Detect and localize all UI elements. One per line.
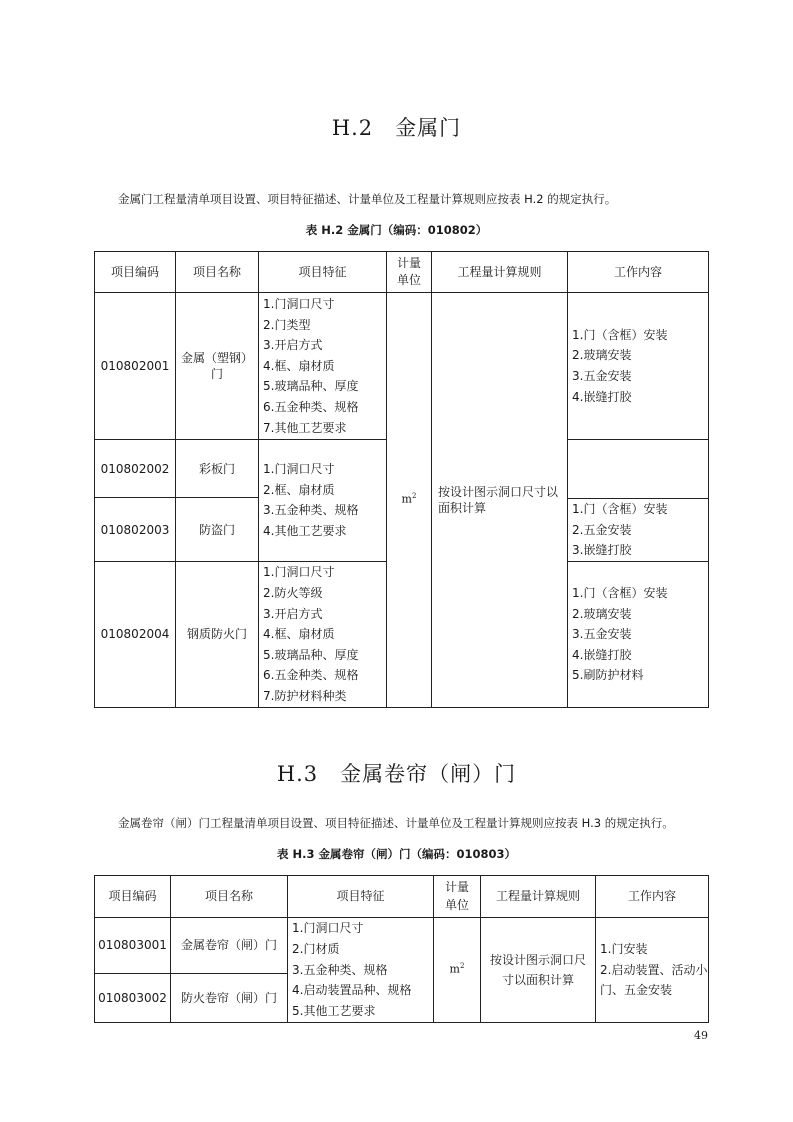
section-heading-h2: H.2 金属门	[331, 116, 462, 140]
feature-item: 7.其他工艺要求	[263, 420, 347, 435]
code-cell: 010803001	[95, 918, 171, 974]
header-cell: 计量单位	[387, 252, 432, 293]
feature-item: 3.开启方式	[263, 338, 323, 353]
feature-item: 4.框、扇材质	[263, 627, 335, 642]
work-item: 2.五金安装	[572, 522, 632, 537]
feature-item: 6.五金种类、规格	[263, 668, 359, 683]
code-cell: 010803002	[95, 973, 171, 1022]
code-cell: 010802003	[95, 498, 176, 561]
rule-cell: 按设计图示洞口尺寸以面积计算	[432, 293, 568, 708]
code-cell: 010802002	[95, 440, 176, 498]
feature-item: 1.门洞口尺寸	[292, 921, 364, 935]
header-cell: 项目特征	[288, 876, 434, 918]
unit-text: m	[401, 492, 412, 506]
work-item: 3.嵌缝打胶	[572, 543, 632, 558]
table-row	[95, 918, 709, 974]
header-cell: 工程量计算规则	[432, 252, 568, 293]
feature-item: 5.玻璃品种、厚度	[263, 647, 359, 662]
work-item: 3.五金安装	[572, 369, 632, 384]
name-cell: 彩板门	[176, 440, 259, 498]
features-cell	[259, 440, 387, 562]
header-cell: 工作内容	[568, 252, 709, 293]
table-header-row	[95, 876, 709, 918]
page-number: 49	[694, 1029, 708, 1042]
name-cell: 金属卷帘（闸）门	[171, 918, 288, 974]
work-item: 2.玻璃安装	[572, 348, 632, 363]
header-cell: 工程量计算规则	[481, 876, 596, 918]
feature-item: 2.框、扇材质	[263, 482, 335, 497]
feature-item: 2.门类型	[263, 317, 311, 332]
intro-text-h2: 金属门工程量清单项目设置、项目特征描述、计量单位及工程量计算规则应按表 H.2 的规定执行。	[118, 192, 617, 206]
header-cell: 工作内容	[596, 876, 709, 918]
work-cell	[568, 561, 709, 707]
feature-item: 6.五金种类、规格	[263, 399, 359, 414]
work-item: 3.五金安装	[572, 627, 632, 642]
work-cell	[568, 440, 709, 562]
work-item: 4.嵌缝打胶	[572, 647, 632, 662]
table-header-row	[95, 252, 709, 293]
work-cell	[568, 293, 709, 440]
feature-item: 4.其他工艺要求	[263, 524, 347, 539]
work-item: 4.嵌缝打胶	[572, 389, 632, 404]
name-cell: 金属（塑钢）门	[176, 293, 259, 440]
name-cell: 防盗门	[176, 498, 259, 561]
unit-superscript: 2	[459, 962, 465, 971]
work-item: 1.门安装	[600, 941, 648, 956]
feature-item: 3.五金种类、规格	[292, 962, 388, 977]
table-caption-h3: 表 H.3 金属卷帘（闸）门（编码：010803）	[276, 847, 516, 861]
intro-text-h3: 金属卷帘（闸）门工程量清单项目设置、项目特征描述、计量单位及工程量计算规则应按表 H.3 的规定执行。	[118, 816, 674, 830]
features-cell	[288, 918, 434, 1023]
table-h2	[94, 251, 709, 708]
work-item: 1.门（含框）安装	[572, 502, 668, 517]
feature-item: 2.门材质	[292, 941, 340, 956]
unit-superscript: 2	[411, 492, 417, 501]
table-row	[95, 293, 709, 440]
feature-item: 1.门洞口尺寸	[263, 462, 335, 477]
work-item: 2.启动装置、活动小门、五金安装	[600, 962, 708, 998]
work-item: 5.刷防护材料	[572, 668, 644, 683]
feature-item: 7.防护材料种类	[263, 688, 347, 703]
header-cell: 项目编码	[95, 876, 171, 918]
section-heading-h3: H.3 金属卷帘（闸）门	[276, 762, 517, 786]
work-item: 1.门（含框）安装	[572, 327, 668, 342]
features-cell	[259, 293, 387, 440]
work-cell	[596, 918, 709, 1023]
unit-text: m	[449, 962, 460, 976]
work-item: 1.门（含框）安装	[572, 585, 668, 600]
feature-item: 1.门洞口尺寸	[263, 565, 335, 580]
rule-cell: 按设计图示洞口尺寸以面积计算	[481, 918, 596, 1023]
feature-item: 5.玻璃品种、厚度	[263, 379, 359, 394]
table-h3	[94, 875, 709, 1023]
feature-item: 4.启动装置品种、规格	[292, 983, 412, 998]
feature-item: 4.框、扇材质	[263, 358, 335, 373]
feature-item: 1.门洞口尺寸	[263, 296, 335, 311]
feature-item: 3.开启方式	[263, 606, 323, 621]
header-cell: 项目编码	[95, 252, 176, 293]
header-cell: 计量单位	[434, 876, 481, 918]
header-cell: 项目名称	[176, 252, 259, 293]
header-cell: 项目特征	[259, 252, 387, 293]
feature-item: 2.防火等级	[263, 585, 323, 600]
header-cell: 项目名称	[171, 876, 288, 918]
code-cell: 010802001	[95, 293, 176, 440]
work-item: 2.玻璃安装	[572, 606, 632, 621]
name-cell: 防火卷帘（闸）门	[171, 973, 288, 1022]
code-cell: 010802004	[95, 561, 176, 707]
unit-cell	[434, 918, 481, 1023]
features-cell	[259, 561, 387, 707]
unit-cell	[387, 293, 432, 708]
feature-item: 3.五金种类、规格	[263, 503, 359, 518]
name-cell: 钢质防火门	[176, 561, 259, 707]
table-caption-h2: 表 H.2 金属门（编码：010802）	[305, 223, 488, 237]
feature-item: 5.其他工艺要求	[292, 1004, 376, 1019]
